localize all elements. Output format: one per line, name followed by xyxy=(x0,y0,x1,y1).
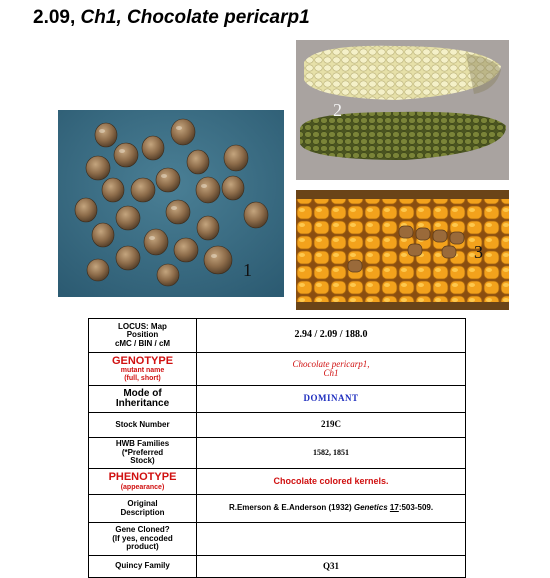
description-label-line: Description xyxy=(120,507,165,517)
ears-photo-image xyxy=(296,40,509,180)
phenotype-value: Chocolate colored kernels. xyxy=(197,469,466,495)
table-row-locus xyxy=(89,319,466,353)
phenotype-sub: (appearance) xyxy=(120,483,165,491)
table-row-cloned xyxy=(89,523,466,556)
families-label xyxy=(89,438,197,469)
description-pages: :503-509. xyxy=(398,503,434,513)
cloned-label-line: (If yes, encoded xyxy=(112,533,173,543)
table-row-genotype xyxy=(89,353,466,386)
table-row-phenotype xyxy=(89,469,466,495)
locus-label-line: LOCUS: Map xyxy=(118,321,167,331)
families-label-line: Stock) xyxy=(130,456,155,466)
page-title xyxy=(33,7,310,29)
description-label-line: Original xyxy=(127,499,158,509)
cloned-value xyxy=(197,523,466,556)
orange-ear-photo xyxy=(296,190,509,310)
stock-value: 219C xyxy=(197,413,466,438)
genotype-label-text: GENOTYPE xyxy=(111,354,174,367)
quincy-value: Q31 xyxy=(197,556,466,578)
photo-label-1: 1 xyxy=(243,260,252,280)
mode-label-line: Inheritance xyxy=(115,398,170,409)
quincy-label: Quincy Family xyxy=(89,556,197,578)
genotype-sub-line: mutant name xyxy=(120,367,165,375)
photo-label-2: 2 xyxy=(333,100,342,120)
genotype-value xyxy=(197,353,466,386)
genotype-sub-line: (full, short) xyxy=(124,374,161,382)
kernels-photo xyxy=(58,110,284,297)
mode-label xyxy=(89,386,197,413)
description-authors: R.Emerson & E.Anderson (1932) xyxy=(228,503,352,513)
genotype-label xyxy=(89,353,197,386)
table-row-families xyxy=(89,438,466,469)
locus-label-line: cMC / BIN / cM xyxy=(114,338,171,348)
genotype-value-line: Chocolate pericarp1, xyxy=(292,358,370,369)
table-row-stock xyxy=(89,413,466,438)
families-label-line: (*Preferred xyxy=(121,447,164,457)
families-label-line: HWB Families xyxy=(115,439,170,449)
title-name: Ch1, Chocolate pericarp1 xyxy=(80,7,310,28)
description-value xyxy=(197,495,466,523)
cloned-label-line: Gene Cloned? xyxy=(115,525,170,535)
locus-info-table xyxy=(88,318,466,578)
photo-label-3: 3 xyxy=(474,242,483,262)
locus-label-line: Position xyxy=(126,330,159,340)
phenotype-label xyxy=(89,469,197,495)
cloned-label xyxy=(89,523,197,556)
cloned-label-line: product) xyxy=(126,542,159,552)
stock-label: Stock Number xyxy=(89,413,197,438)
ears-photo xyxy=(296,40,509,180)
phenotype-label-text: PHENOTYPE xyxy=(108,471,177,484)
table-row-quincy xyxy=(89,556,466,578)
title-prefix: 2.09, xyxy=(33,7,76,28)
mode-value: DOMINANT xyxy=(197,386,466,413)
table-row-mode xyxy=(89,386,466,413)
genotype-value-line: Ch1 xyxy=(323,368,339,378)
families-value: 1582, 1851 xyxy=(197,438,466,469)
description-volume: 17 xyxy=(389,503,399,513)
mode-label-line: Mode of xyxy=(123,387,162,399)
table-row-description xyxy=(89,495,466,523)
description-label xyxy=(89,495,197,523)
locus-label xyxy=(89,319,197,353)
locus-value: 2.94 / 2.09 / 188.0 xyxy=(197,319,466,353)
description-journal: Genetics xyxy=(353,503,388,513)
